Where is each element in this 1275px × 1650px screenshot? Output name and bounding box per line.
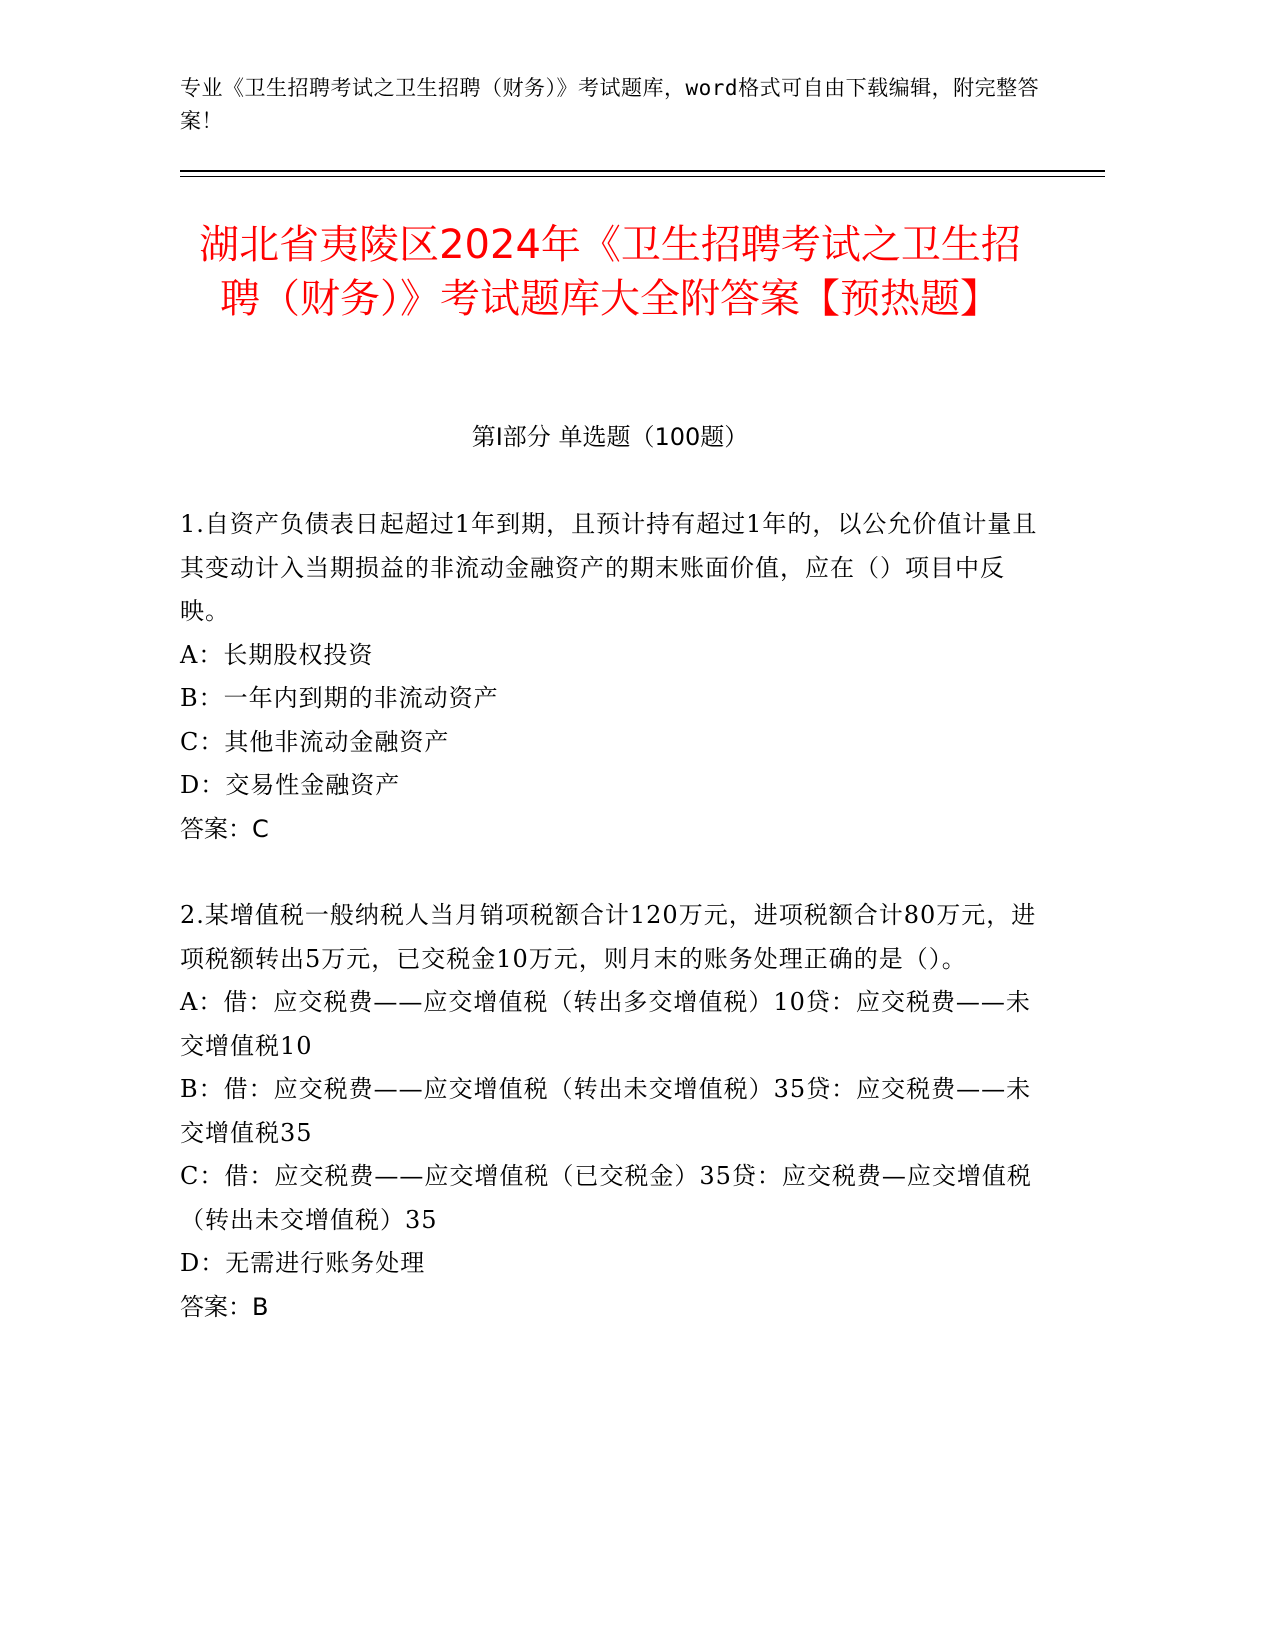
question-stem: 2.某增值税一般纳税人当月销项税额合计120万元，进项税额合计80万元，进项税额转出5万元，已交税金10万元，则月末的账务处理正确的是（）。 — [180, 901, 1037, 973]
header-rule-thin — [180, 176, 1105, 177]
header-rule-thick — [180, 170, 1105, 172]
option-a: A：长期股权投资 — [180, 640, 374, 669]
question-1 — [180, 503, 1040, 851]
option-d: D：无需进行账务处理 — [180, 1249, 426, 1277]
question-2 — [180, 894, 1040, 1329]
option-b: B：借：应交税费——应交增值税（转出未交增值税）35贷：应交税费——未交增值税35 — [180, 1075, 1032, 1147]
option-a: A：借：应交税费——应交增值税（转出多交增值税）10贷：应交税费——未交增值税10 — [180, 988, 1031, 1060]
document-title: 湖北省夷陵区2024年《卫生招聘考试之卫生招聘（财务）》考试题库大全附答案【预热题】 — [199, 222, 1021, 322]
answer: 答案：B — [180, 1292, 269, 1321]
option-c: C：其他非流动金融资产 — [180, 727, 450, 756]
section-title: 第I部分 单选题（100题） — [471, 423, 749, 451]
question-stem: 1.自资产负债表日起超过1年到期，且预计持有超过1年的，以公允价值计量且其变动计入当期损益的非流动金融资产的期末账面价值，应在（）项目中反映。 — [180, 510, 1038, 625]
answer: 答案：C — [180, 814, 269, 843]
option-b: B：一年内到期的非流动资产 — [180, 684, 499, 712]
header-note: 专业《卫生招聘考试之卫生招聘（财务）》考试题库，word格式可自由下载编辑，附完整答案！ — [180, 76, 1040, 133]
option-c: C：借：应交税费——应交增值税（已交税金）35贷：应交税费—应交增值税（转出未交增值税）35 — [180, 1162, 1032, 1234]
option-d: D：交易性金融资产 — [180, 771, 401, 799]
